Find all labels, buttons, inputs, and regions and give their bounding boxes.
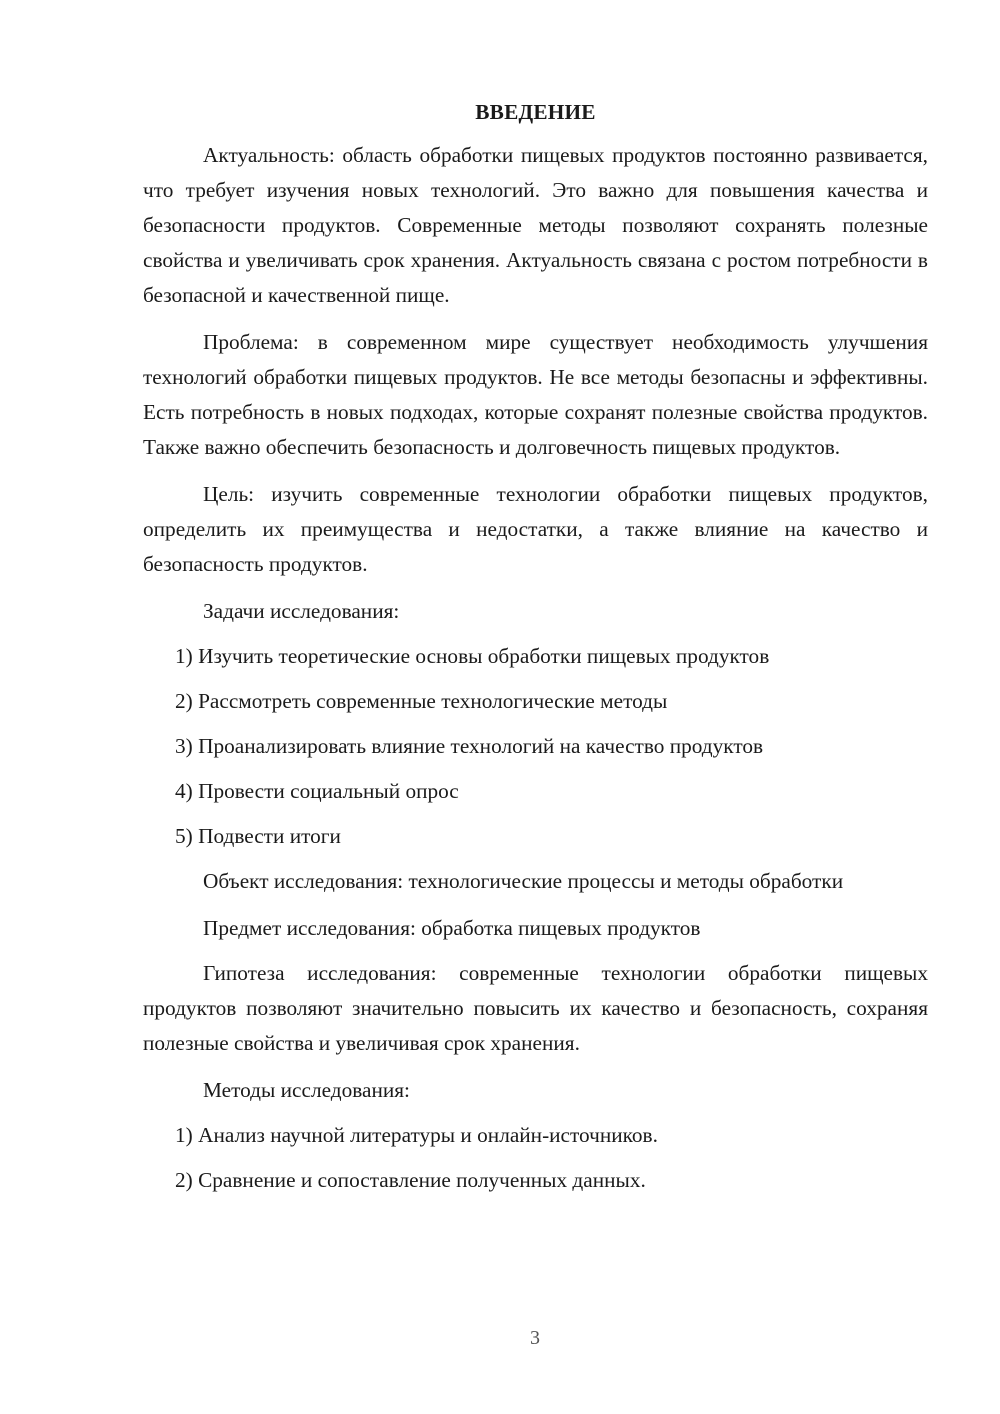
tasks-title: Задачи исследования: [203,599,400,623]
list-item: 1) Изучить теоретические основы обработки пищевых продуктов [175,644,770,668]
object-paragraph: Объект исследования: технологические процессы и методы обработки [203,869,844,893]
list-item: 1) Анализ научной литературы и онлайн-источников. [175,1123,658,1147]
relevance-paragraph: Актуальность: область обработки пищевых продуктов постоянно развивается, что требует изучения новых технологий. Это важно для повышения качества и безопасности продуктов. Современные методы позволяют сохранять полезные свойства и увеличивать срок хранения. Актуальность связана с ростом потребности в безопасной и качественной пище. [143,143,928,307]
goal-paragraph: Цель: изучить современные технологии обработки пищевых продуктов, определить их преимущества и недостатки, а также влияние на качество и безопасность продуктов. [143,482,928,576]
subject-paragraph: Предмет исследования: обработка пищевых продуктов [203,916,701,940]
section-heading: ВВЕДЕНИЕ [475,100,596,124]
list-item: 2) Рассмотреть современные технологические методы [175,689,668,713]
methods-list [143,1118,928,1198]
list-item: 4) Провести социальный опрос [175,779,459,803]
methods-title: Методы исследования: [203,1078,410,1102]
list-item: 3) Проанализировать влияние технологий на качество продуктов [175,734,764,758]
document-page [143,97,928,1208]
problem-paragraph: Проблема: в современном мире существует необходимость улучшения технологий обработки пищевых продуктов. Не все методы безопасны и эффективны. Есть потребность в новых подходах, которые сохранят полезные свойства продуктов. Также важно обеспечить безопасность и долговечность пищевых продуктов. [143,330,928,459]
page-number: 3 [530,1327,540,1349]
hypothesis-paragraph: Гипотеза исследования: современные технологии обработки пищевых продуктов позволяют значительно повысить их качество и безопасность, сохраняя полезные свойства и увеличивая срок хранения. [143,961,928,1055]
list-item: 5) Подвести итоги [175,824,341,848]
list-item: 2) Сравнение и сопоставление полученных данных. [175,1168,646,1192]
tasks-list [143,639,928,854]
